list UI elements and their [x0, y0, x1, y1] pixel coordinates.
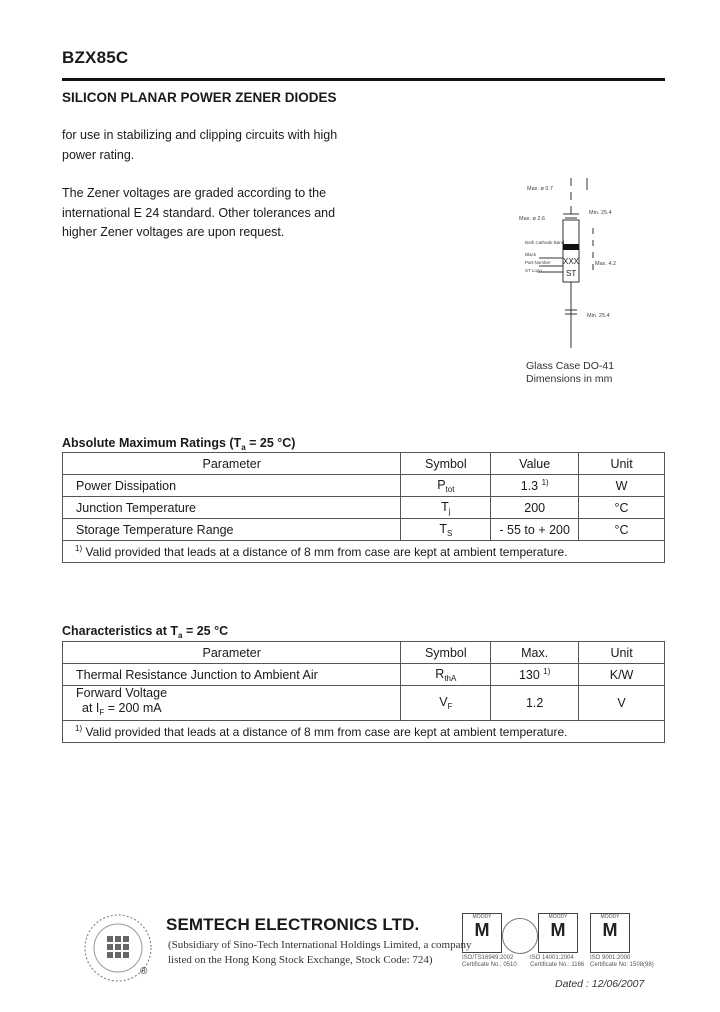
dim-min-top: Min. 25.4: [589, 210, 612, 216]
dated-label: Dated : 12/06/2007: [555, 978, 645, 990]
intro-paragraph-1: for use in stabilizing and clipping circuits with high power rating.: [62, 128, 338, 162]
characteristics-title: Characteristics at $T_a = 25$ °C: [62, 624, 229, 640]
table-row: Forward Voltage at $I_F = 200$ mA $V_F$ 1.2 V: [63, 686, 665, 721]
abs-max-table: [62, 452, 665, 563]
company-logo-icon: [82, 912, 160, 990]
title-rule: [62, 78, 665, 81]
footnote-row: $^{1)}$ Valid provided that leads at a distance of 8 mm from case are kept at ambient temperature.: [63, 721, 665, 743]
col-parameter: Parameter: [63, 453, 401, 475]
characteristics-table: [62, 641, 665, 743]
case-label: [526, 360, 614, 386]
intro-paragraph-2: The Zener voltages are graded according to the international E 24 standard. Other tolerances and higher Zener voltages are upon request.: [62, 186, 336, 239]
cert-caption-3: ISO 9001:2000 Certificate No: 1508(98): [590, 955, 654, 968]
abs-max-title: Absolute Maximum Ratings ($T_a = 25$ °C): [62, 436, 296, 452]
table-header-row: Parameter Symbol Max. Unit: [63, 642, 665, 664]
cert-badge-1-icon: MOODY M: [462, 913, 502, 953]
company-name: SEMTECH ELECTRONICS LTD.: [166, 915, 420, 934]
dim-min-bottom: Min. 25.4: [587, 313, 610, 319]
table-row: Power Dissipation $P_{tot}$ 1.3 $^{1)}$ W: [63, 475, 665, 497]
footnote-row: $^{1)}$ Valid provided that leads at a distance of 8 mm from case are kept at ambient temperature.: [63, 541, 665, 563]
cert-badge-3-icon: MOODY M: [590, 913, 630, 953]
case-name: Glass Case DO-41: [526, 360, 615, 372]
table-row: Storage Temperature Range $T_S$ - 55 to + 200 °C: [63, 519, 665, 541]
mark-part: XXX: [563, 257, 580, 266]
dim-max-len: Max. 4.2: [595, 261, 617, 267]
document-subtitle: SILICON PLANAR POWER ZENER DIODES: [62, 90, 337, 105]
cert-caption-2: ISO 14001:2004 Certificate No.: 1166: [530, 955, 585, 968]
company-subsidiary: (Subsidiary of Sino-Tech International Holdings Limited, a company listed on the Hong Kong Stock Exchange, Stock Code: 724): [168, 939, 472, 966]
label-logo: ST Logo: [525, 268, 542, 273]
label-cathode: Both Cathode Band: [525, 240, 565, 245]
label-part: Part Number: [525, 260, 551, 265]
case-units: Dimensions in mm: [526, 373, 613, 385]
cert-badge-2-icon: MOODY M: [538, 913, 578, 953]
zert-seal-icon: [502, 918, 538, 954]
cert-caption-1: ISO/TS16949:2002 Certificate No.: 0510: [462, 955, 517, 968]
table-row: Thermal Resistance Junction to Ambient Air $R_{thA}$ 130 $^{1)}$ K/W: [63, 664, 665, 686]
dim-body-dia: Max. ø 2.6: [519, 216, 545, 222]
table-row: Junction Temperature $T_j$ 200 °C: [63, 497, 665, 519]
label-black: Black: [525, 252, 537, 257]
dim-lead-dia: Max. ø 0.7: [527, 186, 553, 192]
table-header-row: [63, 453, 665, 475]
document-title: BZX85C: [62, 48, 129, 67]
mark-logo: ST: [566, 269, 577, 278]
col-value: Value: [491, 453, 579, 475]
col-unit: Unit: [579, 453, 665, 475]
col-symbol: Symbol: [401, 453, 491, 475]
registered-mark: ®: [140, 966, 148, 977]
package-diagram: [505, 170, 625, 360]
cathode-band: [563, 244, 579, 250]
